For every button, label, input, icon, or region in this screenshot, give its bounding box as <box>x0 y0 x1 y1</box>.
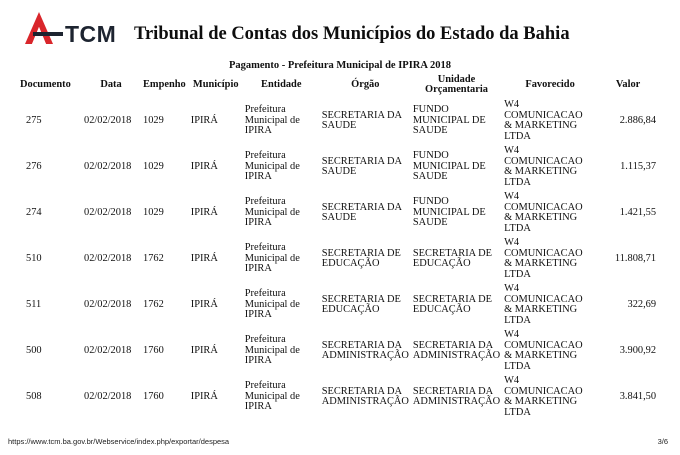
cell-unidade-line: SECRETARIA DA <box>412 339 494 351</box>
cell-favorecido-line: W4 <box>504 191 520 202</box>
cell-favorecido-line: COMUNICACAO <box>504 293 583 305</box>
cell-orgao-line: SECRETARIA DA <box>321 109 403 121</box>
cell-entidade <box>243 374 320 420</box>
cell-valor: 3.900,92 <box>619 344 657 356</box>
cell-orgao <box>320 282 411 328</box>
cell-entidade-line: IPIRA <box>244 171 272 183</box>
cell-data: 02/02/2018 <box>84 252 132 264</box>
cell-entidade-line: Municipal de <box>244 298 300 310</box>
cell-entidade-line: IPIRA <box>244 401 272 413</box>
cell-favorecido-line: & MARKETING <box>504 166 578 177</box>
table-row <box>20 328 662 374</box>
cell-entidade-line: IPIRA <box>244 309 272 321</box>
col-unidade-line2: Orçamentaria <box>425 84 488 95</box>
cell-orgao-line: SAUDE <box>321 166 357 177</box>
cell-favorecido-line: W4 <box>504 99 520 110</box>
cell-unidade-line: SAUDE <box>412 171 448 183</box>
cell-valor: 322,69 <box>627 298 657 310</box>
cell-entidade-line: IPIRA <box>244 263 272 275</box>
cell-municipio: IPIRÁ <box>190 298 218 310</box>
table-row <box>20 98 662 144</box>
cell-documento: 510 <box>26 252 42 264</box>
cell-documento: 508 <box>26 390 42 402</box>
cell-favorecido-line: W4 <box>504 375 520 386</box>
table-row <box>20 190 662 236</box>
organization-title: Tribunal de Contas dos Municípios do Estado da Bahia <box>134 24 570 44</box>
col-unidade-line1: Unidade <box>437 73 476 85</box>
col-unidade-orcamentaria <box>411 72 502 98</box>
cell-empenho: 1762 <box>143 252 164 264</box>
cell-orgao <box>320 98 411 144</box>
cell-favorecido-line: COMUNICACAO <box>504 247 583 259</box>
col-documento: Documento <box>20 78 71 90</box>
payments-table <box>20 72 662 420</box>
cell-unidade <box>411 282 502 328</box>
cell-unidade-line: ADMINISTRAÇÃO <box>412 396 501 407</box>
cell-data: 02/02/2018 <box>84 390 132 402</box>
cell-valor: 11.808,71 <box>614 252 657 264</box>
cell-favorecido-line: & MARKETING <box>504 396 578 407</box>
cell-favorecido <box>502 282 598 328</box>
cell-documento: 274 <box>26 206 42 218</box>
cell-entidade-line: Municipal de <box>244 160 300 172</box>
cell-entidade-line: IPIRA <box>244 355 272 367</box>
cell-entidade <box>243 328 320 374</box>
cell-entidade <box>243 190 320 236</box>
cell-unidade-line: EDUCAÇÃO <box>412 304 471 315</box>
cell-favorecido-line: W4 <box>504 329 520 340</box>
cell-favorecido-line: LTDA <box>504 360 531 372</box>
cell-orgao-line: SECRETARIA DA <box>321 385 403 397</box>
cell-unidade-line: MUNICIPAL DE <box>412 114 486 126</box>
col-entidade: Entidade <box>261 78 302 90</box>
cell-entidade-line: Prefeitura <box>244 334 286 346</box>
cell-unidade-line: SAUDE <box>412 125 448 137</box>
cell-unidade-line: SAUDE <box>412 217 448 229</box>
col-favorecido: Favorecido <box>525 78 575 90</box>
cell-unidade <box>411 190 502 236</box>
cell-valor: 2.886,84 <box>619 114 657 126</box>
cell-documento: 275 <box>26 114 42 126</box>
cell-entidade-line: Prefeitura <box>244 104 286 116</box>
cell-favorecido-line: W4 <box>504 237 520 248</box>
report-title: Pagamento - Prefeitura Municipal de IPIRA 2018 <box>228 60 452 71</box>
cell-favorecido-line: LTDA <box>504 314 531 326</box>
cell-unidade <box>411 374 502 420</box>
cell-favorecido-line: & MARKETING <box>504 120 578 131</box>
cell-unidade-line: FUNDO <box>412 196 449 208</box>
cell-unidade-line: SECRETARIA DA <box>412 385 494 397</box>
cell-empenho: 1029 <box>143 114 164 126</box>
cell-entidade-line: IPIRA <box>244 217 272 229</box>
cell-unidade-line: MUNICIPAL DE <box>412 206 486 218</box>
cell-data: 02/02/2018 <box>84 114 132 126</box>
page-header <box>0 0 680 60</box>
col-empenho: Empenho <box>143 78 186 90</box>
cell-favorecido-line: COMUNICACAO <box>504 385 583 397</box>
cell-favorecido-line: LTDA <box>504 406 531 418</box>
cell-orgao-line: SECRETARIA DE <box>321 247 401 259</box>
table-row <box>20 236 662 282</box>
cell-empenho: 1762 <box>143 298 164 310</box>
cell-entidade-line: Municipal de <box>244 390 300 402</box>
cell-favorecido-line: W4 <box>504 145 520 156</box>
cell-empenho: 1760 <box>143 344 164 356</box>
cell-orgao-line: SECRETARIA DA <box>321 339 403 351</box>
cell-unidade <box>411 144 502 190</box>
cell-valor: 3.841,50 <box>619 390 657 402</box>
table-header-row <box>20 72 662 98</box>
cell-favorecido-line: LTDA <box>504 222 531 234</box>
cell-municipio: IPIRÁ <box>190 160 218 172</box>
cell-entidade-line: Prefeitura <box>244 242 286 254</box>
cell-favorecido-line: & MARKETING <box>504 212 578 223</box>
table-row <box>20 144 662 190</box>
cell-unidade-line: SECRETARIA DE <box>412 247 493 259</box>
cell-orgao-line: ADMINISTRAÇÃO <box>321 396 409 407</box>
cell-municipio: IPIRÁ <box>190 252 218 264</box>
cell-orgao-line: ADMINISTRAÇÃO <box>321 350 409 361</box>
cell-favorecido-line: LTDA <box>504 130 531 142</box>
col-orgao: Órgão <box>351 78 380 90</box>
cell-orgao <box>320 374 411 420</box>
cell-unidade-line: FUNDO <box>412 150 449 162</box>
cell-entidade-line: Municipal de <box>244 114 300 126</box>
cell-favorecido-line: COMUNICACAO <box>504 109 583 121</box>
cell-entidade <box>243 98 320 144</box>
cell-documento: 276 <box>26 160 42 172</box>
cell-unidade-line: FUNDO <box>412 104 449 116</box>
cell-favorecido-line: LTDA <box>504 176 531 188</box>
cell-empenho: 1029 <box>143 206 164 218</box>
cell-entidade-line: Prefeitura <box>244 196 286 208</box>
cell-favorecido <box>502 144 598 190</box>
col-valor: Valor <box>615 78 641 90</box>
cell-entidade <box>243 282 320 328</box>
cell-orgao-line: SECRETARIA DA <box>321 155 403 167</box>
cell-empenho: 1029 <box>143 160 164 172</box>
col-municipio: Município <box>192 78 239 90</box>
cell-entidade-line: Municipal de <box>244 344 300 356</box>
cell-unidade-line: SECRETARIA DE <box>412 293 493 305</box>
col-data: Data <box>100 78 122 90</box>
cell-favorecido <box>502 374 598 420</box>
cell-favorecido-line: & MARKETING <box>504 258 578 269</box>
cell-unidade <box>411 236 502 282</box>
cell-orgao-line: SECRETARIA DE <box>321 293 401 305</box>
cell-data: 02/02/2018 <box>84 160 132 172</box>
cell-entidade-line: IPIRA <box>244 125 272 137</box>
cell-favorecido <box>502 190 598 236</box>
cell-orgao <box>320 144 411 190</box>
cell-unidade <box>411 98 502 144</box>
cell-favorecido-line: & MARKETING <box>504 350 578 361</box>
cell-entidade-line: Municipal de <box>244 252 300 264</box>
cell-unidade-line: ADMINISTRAÇÃO <box>412 350 501 361</box>
cell-entidade-line: Prefeitura <box>244 288 286 300</box>
cell-unidade <box>411 328 502 374</box>
cell-valor: 1.421,55 <box>619 206 657 218</box>
cell-documento: 500 <box>26 344 42 356</box>
table-row <box>20 374 662 420</box>
cell-favorecido <box>502 98 598 144</box>
cell-valor: 1.115,37 <box>620 160 657 172</box>
cell-municipio: IPIRÁ <box>190 390 218 402</box>
cell-entidade <box>243 236 320 282</box>
cell-entidade <box>243 144 320 190</box>
cell-orgao-line: SAUDE <box>321 212 357 223</box>
tcm-logo <box>25 12 125 47</box>
page-number: 3/6 <box>657 437 668 446</box>
cell-orgao <box>320 190 411 236</box>
cell-municipio: IPIRÁ <box>190 206 218 218</box>
cell-orgao-line: EDUCAÇÃO <box>321 304 380 315</box>
cell-favorecido <box>502 236 598 282</box>
cell-entidade-line: Prefeitura <box>244 380 286 392</box>
cell-favorecido-line: W4 <box>504 283 520 294</box>
cell-favorecido-line: LTDA <box>504 268 531 280</box>
cell-empenho: 1760 <box>143 390 164 402</box>
cell-orgao-line: SAUDE <box>321 120 357 131</box>
cell-unidade-line: MUNICIPAL DE <box>412 160 486 172</box>
cell-orgao-line: EDUCAÇÃO <box>321 258 380 269</box>
footer-url: https://www.tcm.ba.gov.br/Webservice/index.php/exportar/despesa <box>8 437 230 446</box>
cell-orgao <box>320 328 411 374</box>
cell-data: 02/02/2018 <box>84 206 132 218</box>
table-row <box>20 282 662 328</box>
cell-entidade-line: Municipal de <box>244 206 300 218</box>
cell-orgao <box>320 236 411 282</box>
cell-data: 02/02/2018 <box>84 344 132 356</box>
tcm-logo-icon <box>25 12 65 44</box>
cell-municipio: IPIRÁ <box>190 344 218 356</box>
logo-text: TCM <box>65 21 117 47</box>
cell-data: 02/02/2018 <box>84 298 132 310</box>
cell-documento: 511 <box>26 298 42 310</box>
cell-favorecido-line: COMUNICACAO <box>504 339 583 351</box>
cell-entidade-line: Prefeitura <box>244 150 286 162</box>
cell-orgao-line: SECRETARIA DA <box>321 201 403 213</box>
cell-favorecido-line: & MARKETING <box>504 304 578 315</box>
cell-favorecido-line: COMUNICACAO <box>504 201 583 213</box>
cell-unidade-line: EDUCAÇÃO <box>412 258 471 269</box>
cell-favorecido-line: COMUNICACAO <box>504 155 583 167</box>
cell-favorecido <box>502 328 598 374</box>
cell-municipio: IPIRÁ <box>190 114 218 126</box>
